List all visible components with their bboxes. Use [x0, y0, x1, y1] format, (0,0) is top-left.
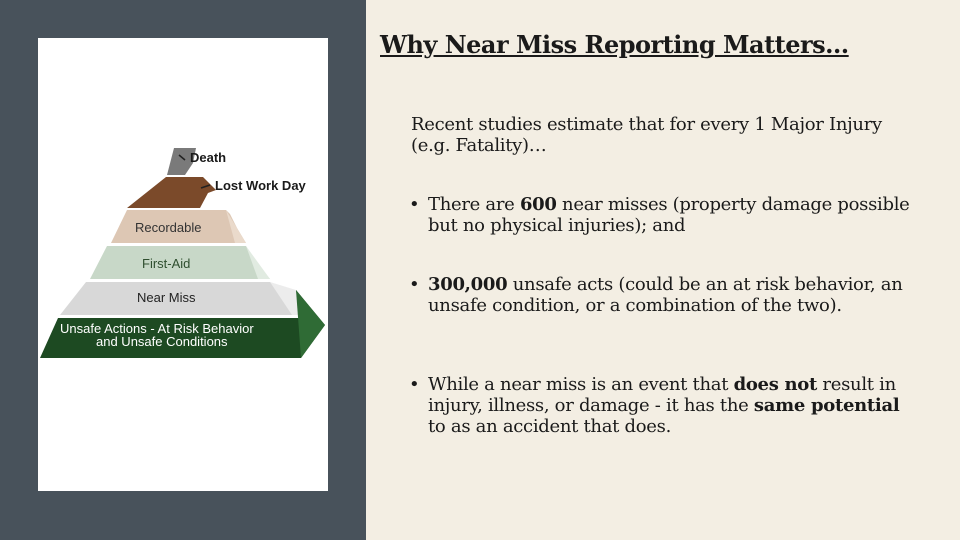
bullet-bold-count: 600 [519, 194, 557, 215]
pyramid-tier-lost-work-day [127, 177, 216, 208]
pyramid-tier-unsafe-side [296, 290, 325, 358]
slide-title: Why Near Miss Reporting Matters… [380, 30, 849, 59]
pyramid-image [38, 38, 328, 491]
intro-text: Recent studies estimate that for every 1 Major Injury (e.g. Fatality)… [411, 114, 882, 156]
bullet-text: result in injury, illness, or damage - it has the [428, 374, 896, 416]
bullet-unsafe-acts [409, 274, 919, 316]
pyramid-label-death: Death [190, 150, 227, 165]
bullet-text: unsafe acts (could be an at risk behavior, an unsafe condition, or a combination of the two). [428, 274, 903, 316]
bullet-near-miss-definition [409, 374, 919, 437]
bullet-dot: • [409, 194, 420, 215]
bullet-near-misses [409, 194, 919, 236]
safety-pyramid [38, 38, 328, 491]
bullet-dot: • [409, 374, 420, 395]
pyramid-label-near-miss: Near Miss [137, 290, 196, 305]
bullet-bold-phrase: does not [733, 374, 818, 395]
bullet-text: to as an accident that does. [428, 416, 671, 437]
bullet-bold-count: 300,000 [428, 274, 508, 295]
content-panel [366, 0, 960, 540]
bullet-text: There are [428, 194, 520, 215]
pyramid-label-unsafe-line2: and Unsafe Conditions [96, 334, 228, 349]
bullet-dot: • [409, 274, 420, 295]
bullet-text: near misses (property damage possible but no physical injuries); and [428, 194, 910, 236]
pyramid-label-unsafe-line1: Unsafe Actions - At Risk Behavior [60, 321, 254, 336]
bullet-text: While a near miss is an event that [428, 374, 734, 395]
pyramid-label-recordable: Recordable [135, 220, 202, 235]
pyramid-label-lost-work-day: Lost Work Day [215, 178, 306, 193]
pyramid-label-first-aid: First-Aid [142, 256, 191, 271]
bullet-bold-phrase: same potential [753, 395, 900, 416]
